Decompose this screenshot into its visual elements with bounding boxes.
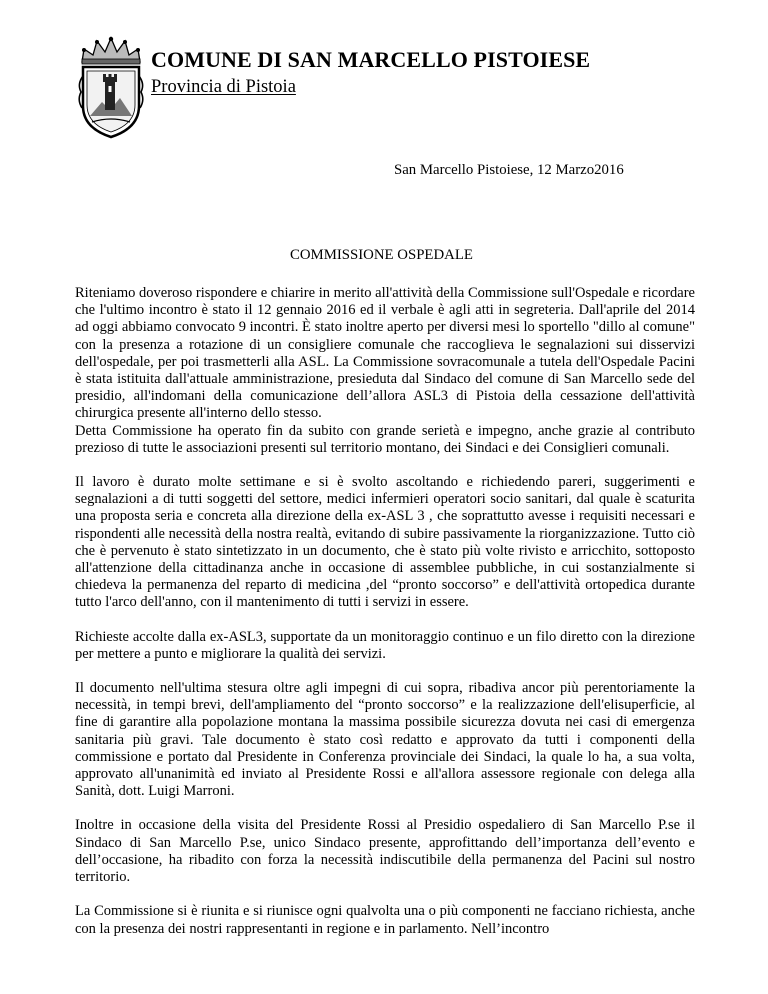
body-paragraph: Richieste accolte dalla ex-ASL3, supportate da un monitoraggio continuo e un filo diretto con la direzione per mettere a punto e migliorare la qualità dei servizi. [75,628,695,662]
document-body [75,285,695,955]
page-title: COMUNE DI SAN MARCELLO PISTOIESE [151,47,591,72]
body-paragraph: Il documento nell'ultima stesura oltre agli impegni di cui sopra, ribadiva ancor più perentoriamente la necessità, in tempi brevi, dell'ampliamento del “pronto soccorso” e la realizzazione dell'elisuperficie, al fine di garantire alla popolazione montana la massima possibile sicurezza dovuta nei casi di emergenza sanitaria più gravi. Tale documento è stato così redatto e approvato da tutti i componenti della commissione e portato dal Presidente in Conferenza provinciale dei Sindaci, la quale lo ha, a sua volta, approvato all'unanimità ed inviato al Presidente Rossi e all'allora assessore regionale con delega alla Sanità, dott. Luigi Marroni. [75,680,695,800]
body-paragraph: Riteniamo doveroso rispondere e chiarire in merito all'attività della Commissione sull'Ospedale e ricordare che l'ultimo incontro è stato il 12 gennaio 2016 ed il verbale è agli atti in segreteria. Dall'aprile del 2014 ad oggi abbiamo convocato 9 incontri. È stato inoltre aperto per diversi mesi lo sportello "dillo al comune" con la presenza a rotazione di un consigliere comunale che raccoglieva le segnalazioni sui disservizi dell'ospedale, per poi trasmetterli alla ASL. La Commissione sovracomunale a tutela dell'Ospedale Pacini è stata istituita dall'attuale amministrazione, presieduta dal Sindaco del comune di San Marcello sede del presidio, all'indomani della comunicazione dell’allora ASL3 di Pistoia della cessazione dell'attività chirurgica presente all'interno dello stesso. [75,285,695,422]
body-paragraph: La Commissione si è riunita e si riunisce ogni qualvolta una o più componenti ne facciano richiesta, anche con la presenza dei nostri rappresentanti in regione e in parlamento. Nell’incontro [75,903,695,937]
body-paragraph: Detta Commissione ha operato fin da subito con grande serietà e impegno, anche grazie al contributo prezioso di tutte le associazioni presenti sul territorio montano, dei Sindaci e dei Consiglieri comunali. [75,422,695,456]
date-line: San Marcello Pistoiese, 12 Marzo2016 [394,162,624,178]
coat-of-arms-icon [76,36,146,140]
page-subtitle: Provincia di Pistoia [151,77,296,97]
body-paragraph: Il lavoro è durato molte settimane e si è svolto ascoltando e richiedendo pareri, suggerimenti e segnalazioni a di tutti soggetti del settore, medici infermieri operatori socio sanitari, dal quale è scaturita una proposta seria e concreta alla direzione della ex-ASL 3 , che soprattutto avesse i requisiti necessari e rispondenti alle necessità della nostra realtà, evitando di subire passivamente la riorganizzazione. Tutto ciò che è pervenuto è stato sintetizzato in un documento, che è stato più volte rivisto e arricchito, sottoposto all'attenzione della cittadinanza anche in occasione di assemblee pubbliche, in cui sostanzialmente si chiedeva la permanenza del reparto di medicina ,del “pronto soccorso” e dell'attività ortopedica durante tutto l'arco dell'anno, con il mantenimento di tutti i servizi in essere. [75,474,695,611]
body-paragraph: Inoltre in occasione della visita del Presidente Rossi al Presidio ospedaliero di San Marcello P.se il Sindaco di San Marcello P.se, unico Sindaco presente, approfittando dell’importanza dell’evento e dell’occasione, ha ribadito con forza la necessità indiscutibile della permanenza del Pacini sul nostro territorio. [75,817,695,886]
section-heading: COMMISSIONE OSPEDALE [290,247,473,263]
